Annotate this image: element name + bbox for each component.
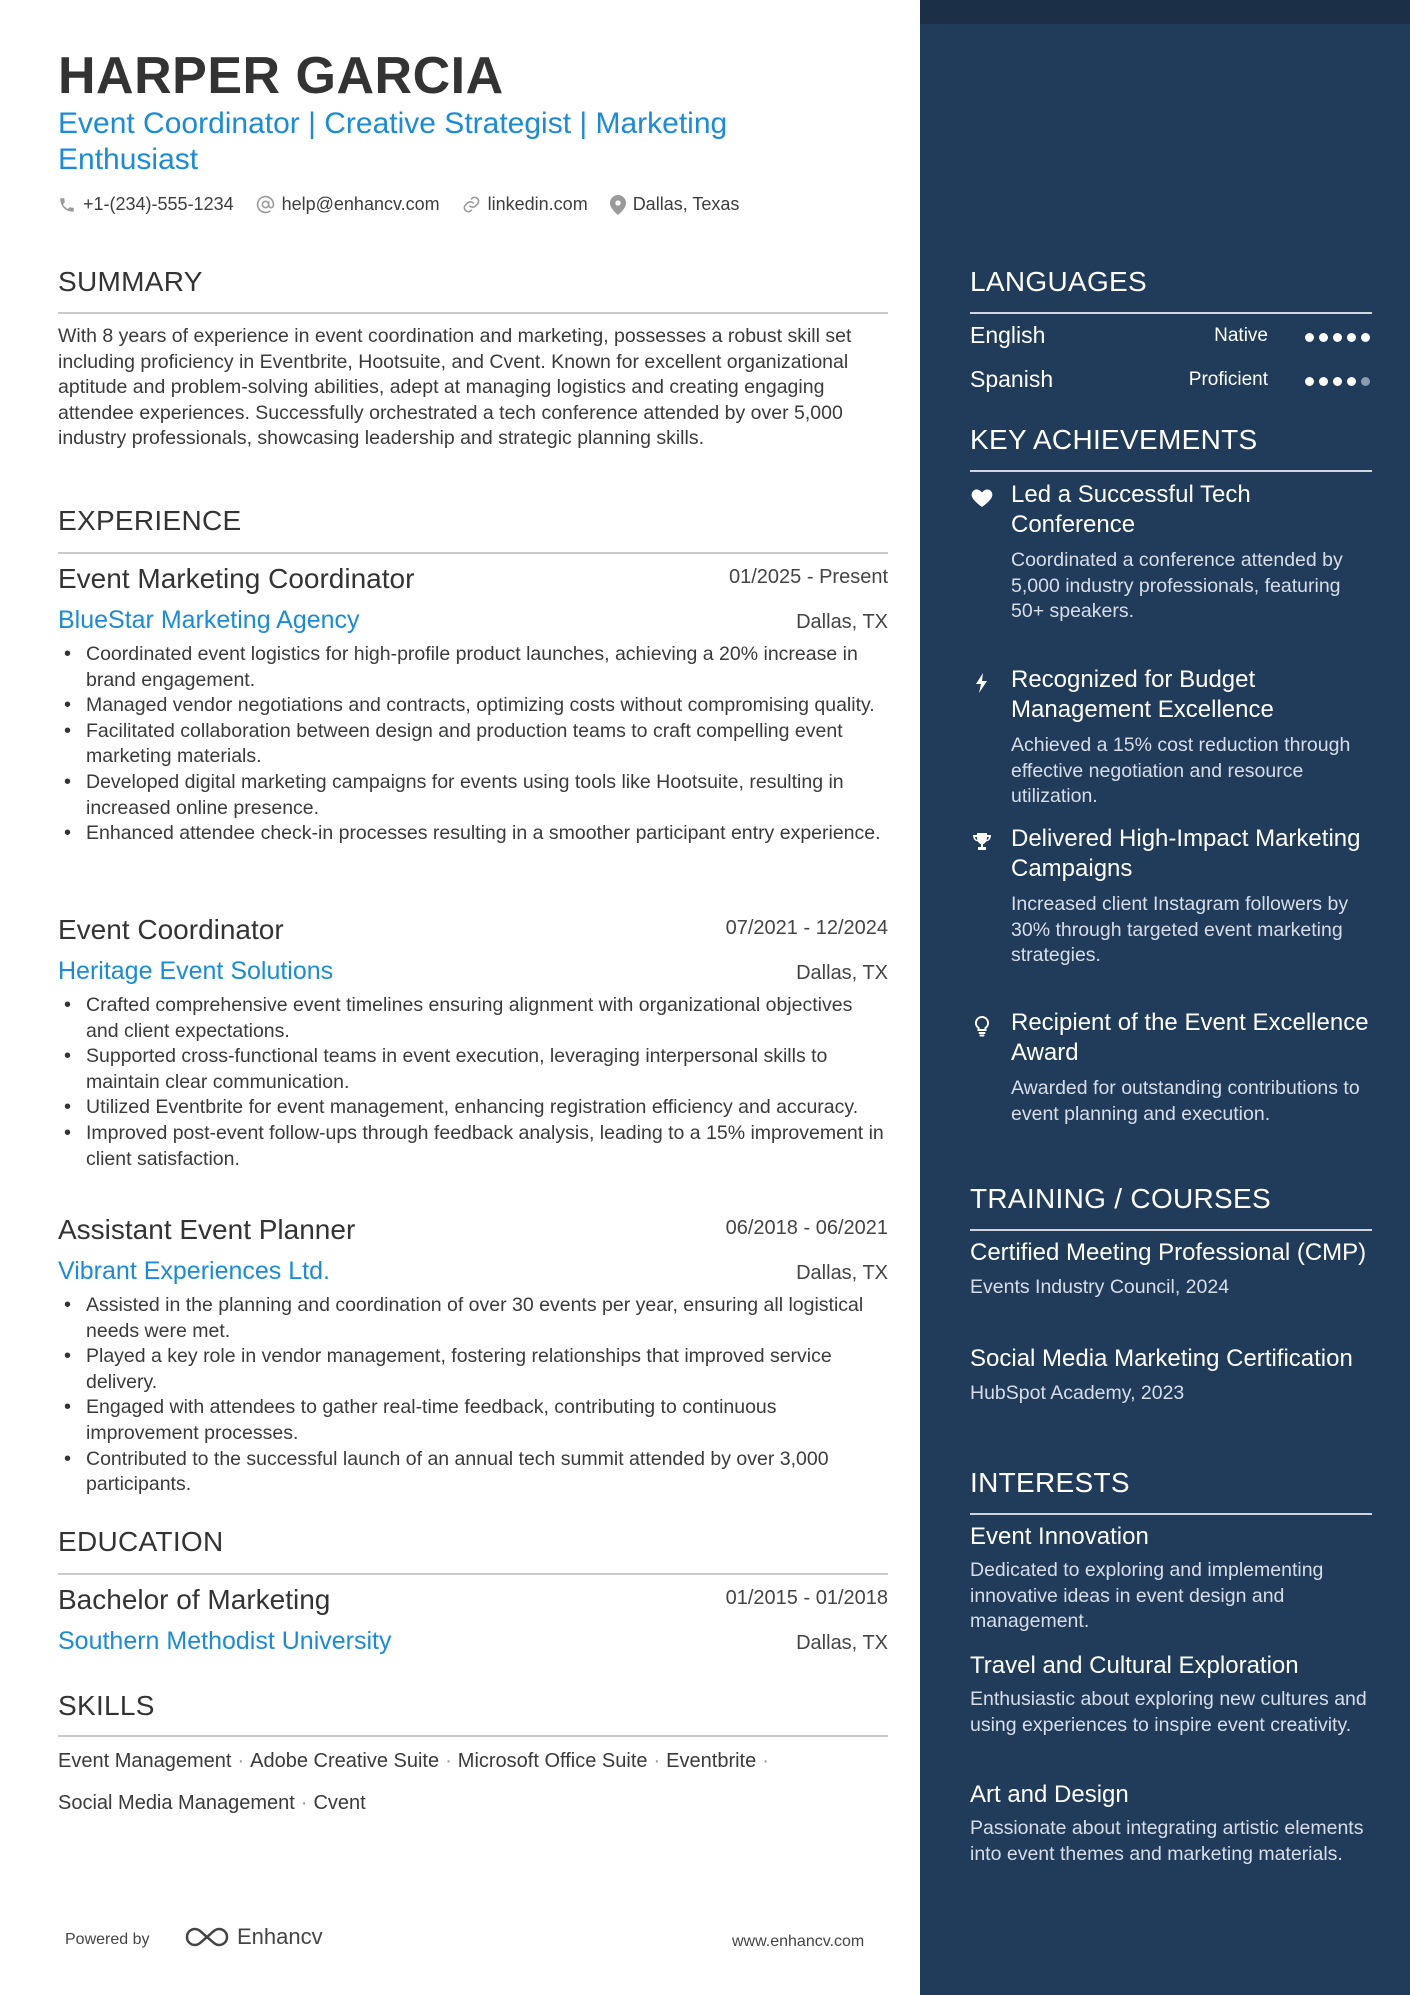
- language-level: Native: [1214, 325, 1268, 346]
- contact-bar: [58, 194, 761, 215]
- bullet-item: • Contributed to the successful launch of an annual tech summit attended by over 3,000 participants.: [58, 1447, 888, 1498]
- interest-title: Event Innovation: [970, 1523, 1149, 1550]
- achievement-title: Delivered High-Impact Marketing Campaigns: [1011, 825, 1361, 882]
- summary-text: With 8 years of experience in event coordination and marketing, possesses a robust skill set including proficiency in Eventbrite, Hootsuite, and Cvent. Known for excellent organizational aptitude and problem-solving abilities, adept at managing logistics and creating engaging attendee experiences. Successfully orchestrated a tech conference attended by over 5,000 industry professionals, showcasing leadership and strategic planning skills.: [58, 325, 852, 450]
- job-title: Event Coordinator: [58, 914, 284, 945]
- language-rating: [1300, 377, 1370, 386]
- phone-icon: [58, 196, 76, 214]
- headline: Event Coordinator | Creative Strategist | Marketing Enthusiast: [58, 107, 728, 176]
- course-item: [970, 1344, 1372, 1405]
- skill-item: Event Management: [58, 1750, 232, 1772]
- bullet-item: • Managed vendor negotiations and contracts, optimizing costs without compromising quality.: [58, 693, 888, 719]
- rating-dot-filled: [1333, 333, 1342, 342]
- summary-divider: [58, 312, 888, 314]
- language-name: Spanish: [970, 366, 1054, 392]
- achievement-title: Recipient of the Event Excellence Award: [1011, 1009, 1369, 1066]
- course-provider: Events Industry Council, 2024: [970, 1276, 1230, 1298]
- skill-separator: ·: [445, 1750, 452, 1772]
- bullet-item: • Enhanced attendee check-in processes resulting in a smoother participant entry experience.: [58, 821, 888, 847]
- achievement-item: [970, 665, 1372, 810]
- bullet-item: • Supported cross-functional teams in event execution, leveraging interpersonal skills to maintain clear communication.: [58, 1044, 888, 1095]
- course-title: Certified Meeting Professional (CMP): [970, 1239, 1367, 1266]
- skill-separator: ·: [762, 1750, 769, 1772]
- education-divider: [58, 1573, 888, 1575]
- job-location: Dallas, TX: [796, 611, 888, 633]
- location-pin-icon: [610, 195, 626, 215]
- interest-desc: Passionate about integrating artistic elements into event themes and marketing materials.: [970, 1817, 1364, 1865]
- interest-desc: Dedicated to exploring and implementing innovative ideas in event design and management.: [970, 1559, 1324, 1633]
- job-location: Dallas, TX: [796, 962, 888, 984]
- heart-icon: [970, 486, 994, 510]
- rating-dot-filled: [1347, 377, 1356, 386]
- achievement-desc: Increased client Instagram followers by 30% through targeted event marketing strategies.: [1011, 893, 1349, 967]
- rating-dot-empty: [1361, 377, 1370, 386]
- experience-heading: EXPERIENCE: [58, 505, 242, 536]
- education-heading: EDUCATION: [58, 1526, 224, 1557]
- bullet-item: • Crafted comprehensive event timelines ensuring alignment with organizational objectives and client expectations.: [58, 993, 888, 1044]
- course-provider: HubSpot Academy, 2023: [970, 1382, 1185, 1404]
- achievements-divider: [970, 470, 1372, 472]
- footer-url[interactable]: www.enhancv.com: [732, 1933, 865, 1950]
- contact-location: [610, 194, 740, 215]
- bullet-item: • Facilitated collaboration between design and production teams to craft compelling event marketing materials.: [58, 719, 888, 770]
- job-location: Dallas, TX: [796, 1262, 888, 1284]
- rating-dot-filled: [1305, 377, 1314, 386]
- achievement-desc: Achieved a 15% cost reduction through effective negotiation and resource utilization.: [1011, 734, 1351, 808]
- company-name[interactable]: BlueStar Marketing Agency: [58, 606, 360, 634]
- skill-item: Social Media Management: [58, 1792, 295, 1814]
- school-name[interactable]: Southern Methodist University: [58, 1627, 392, 1655]
- rating-dot-filled: [1305, 333, 1314, 342]
- job-bullets: [58, 993, 888, 1172]
- training-divider: [970, 1229, 1372, 1231]
- achievements-heading: KEY ACHIEVEMENTS: [970, 424, 1258, 455]
- language-item: [970, 366, 1372, 396]
- skills-divider: [58, 1735, 888, 1737]
- achievement-title: Recognized for Budget Management Excellence: [1011, 666, 1274, 723]
- languages-heading: LANGUAGES: [970, 266, 1147, 297]
- interest-item: [970, 1522, 1372, 1635]
- rating-dot-filled: [1347, 333, 1356, 342]
- experience-entry: [58, 913, 888, 1172]
- education-entry: [58, 1583, 888, 1657]
- course-title: Social Media Marketing Certification: [970, 1345, 1353, 1372]
- interests-heading: INTERESTS: [970, 1467, 1130, 1498]
- bullet-item: • Developed digital marketing campaigns for events using tools like Hootsuite, resulting in increased online presence.: [58, 770, 888, 821]
- interest-desc: Enthusiastic about exploring new cultures and using experiences to inspire event creativity.: [970, 1688, 1367, 1736]
- bullet-item: • Assisted in the planning and coordination of over 30 events per year, ensuring all logistical needs were met.: [58, 1293, 888, 1344]
- job-dates: 01/2025 - Present: [729, 566, 888, 588]
- bullet-item: • Improved post-event follow-ups through feedback analysis, leading to a 15% improvement in client satisfaction.: [58, 1121, 888, 1172]
- job-title: Event Marketing Coordinator: [58, 563, 415, 594]
- experience-divider: [58, 552, 888, 554]
- achievement-title: Led a Successful Tech Conference: [1011, 481, 1251, 538]
- skill-separator: ·: [653, 1750, 661, 1772]
- bullet-item: • Coordinated event logistics for high-profile product launches, achieving a 20% increase in brand engagement.: [58, 642, 888, 693]
- linkedin-text: linkedin.com: [487, 194, 588, 214]
- skill-item: Cvent: [313, 1792, 366, 1814]
- enhancv-logo-icon: [183, 1925, 231, 1949]
- skills-heading: SKILLS: [58, 1690, 155, 1721]
- job-title: Assistant Event Planner: [58, 1214, 356, 1245]
- interest-title: Art and Design: [970, 1781, 1129, 1808]
- language-name: English: [970, 322, 1046, 348]
- skills-list: [58, 1740, 898, 1824]
- interest-item: [970, 1651, 1372, 1738]
- job-bullets: [58, 642, 888, 847]
- summary-heading: SUMMARY: [58, 266, 203, 297]
- education-dates: 01/2015 - 01/2018: [725, 1587, 888, 1609]
- sidebar-top-strip: [920, 0, 1410, 24]
- achievement-item: [970, 480, 1372, 625]
- sidebar: [920, 0, 1410, 1995]
- job-bullets: [58, 1293, 888, 1498]
- bullet-item: • Utilized Eventbrite for event management, enhancing registration efficiency and accuracy.: [58, 1095, 888, 1121]
- email-text: help@enhancv.com: [281, 194, 440, 214]
- candidate-name: HARPER GARCIA: [58, 47, 504, 105]
- powered-by-label: Powered by: [65, 1931, 150, 1948]
- language-item: [970, 322, 1372, 352]
- phone-text: +1-(234)-555-1234: [83, 194, 234, 214]
- contact-email[interactable]: [256, 194, 440, 215]
- achievement-item: [970, 1008, 1372, 1127]
- rating-dot-filled: [1319, 333, 1328, 342]
- location-text: Dallas, Texas: [632, 194, 740, 214]
- achievement-item: [970, 824, 1372, 969]
- company-name[interactable]: Vibrant Experiences Ltd.: [58, 1257, 330, 1285]
- bullet-item: • Played a key role in vendor management, fostering relationships that improved service delivery.: [58, 1344, 888, 1395]
- languages-divider: [970, 312, 1372, 314]
- training-heading: TRAINING / COURSES: [970, 1183, 1271, 1214]
- skill-separator: ·: [300, 1792, 308, 1814]
- job-dates: 06/2018 - 06/2021: [725, 1217, 888, 1239]
- skill-item: Microsoft Office Suite: [457, 1750, 648, 1772]
- lightbulb-icon: [970, 1014, 994, 1038]
- link-icon: [462, 195, 481, 214]
- company-name[interactable]: Heritage Event Solutions: [58, 957, 334, 985]
- interest-item: [970, 1780, 1372, 1867]
- lightning-icon: [970, 671, 994, 695]
- skill-item: Eventbrite: [666, 1750, 757, 1772]
- rating-dot-filled: [1319, 377, 1328, 386]
- achievement-desc: Awarded for outstanding contributions to event planning and execution.: [1011, 1077, 1360, 1125]
- education-location: Dallas, TX: [796, 1632, 888, 1654]
- job-dates: 07/2021 - 12/2024: [725, 917, 888, 939]
- language-rating: [1300, 333, 1370, 342]
- interests-divider: [970, 1513, 1372, 1515]
- interest-title: Travel and Cultural Exploration: [970, 1652, 1299, 1679]
- skill-separator: ·: [237, 1750, 245, 1772]
- contact-phone[interactable]: [58, 194, 234, 215]
- language-level: Proficient: [1188, 369, 1268, 390]
- enhancv-logo[interactable]: [183, 1924, 323, 1950]
- degree-title: Bachelor of Marketing: [58, 1584, 331, 1615]
- achievement-desc: Coordinated a conference attended by 5,000 industry professionals, featuring 50+ speakers.: [1011, 549, 1343, 623]
- enhancv-logo-text: Enhancv: [237, 1924, 323, 1949]
- skill-item: Adobe Creative Suite: [250, 1750, 440, 1772]
- at-icon: [256, 195, 275, 214]
- experience-entry: [58, 562, 888, 847]
- trophy-icon: [970, 830, 994, 854]
- bullet-item: • Engaged with attendees to gather real-time feedback, contributing to continuous improvement processes.: [58, 1395, 888, 1446]
- contact-linkedin[interactable]: [462, 194, 588, 215]
- experience-entry: [58, 1213, 888, 1498]
- course-item: [970, 1238, 1372, 1299]
- rating-dot-filled: [1333, 377, 1342, 386]
- rating-dot-filled: [1361, 333, 1370, 342]
